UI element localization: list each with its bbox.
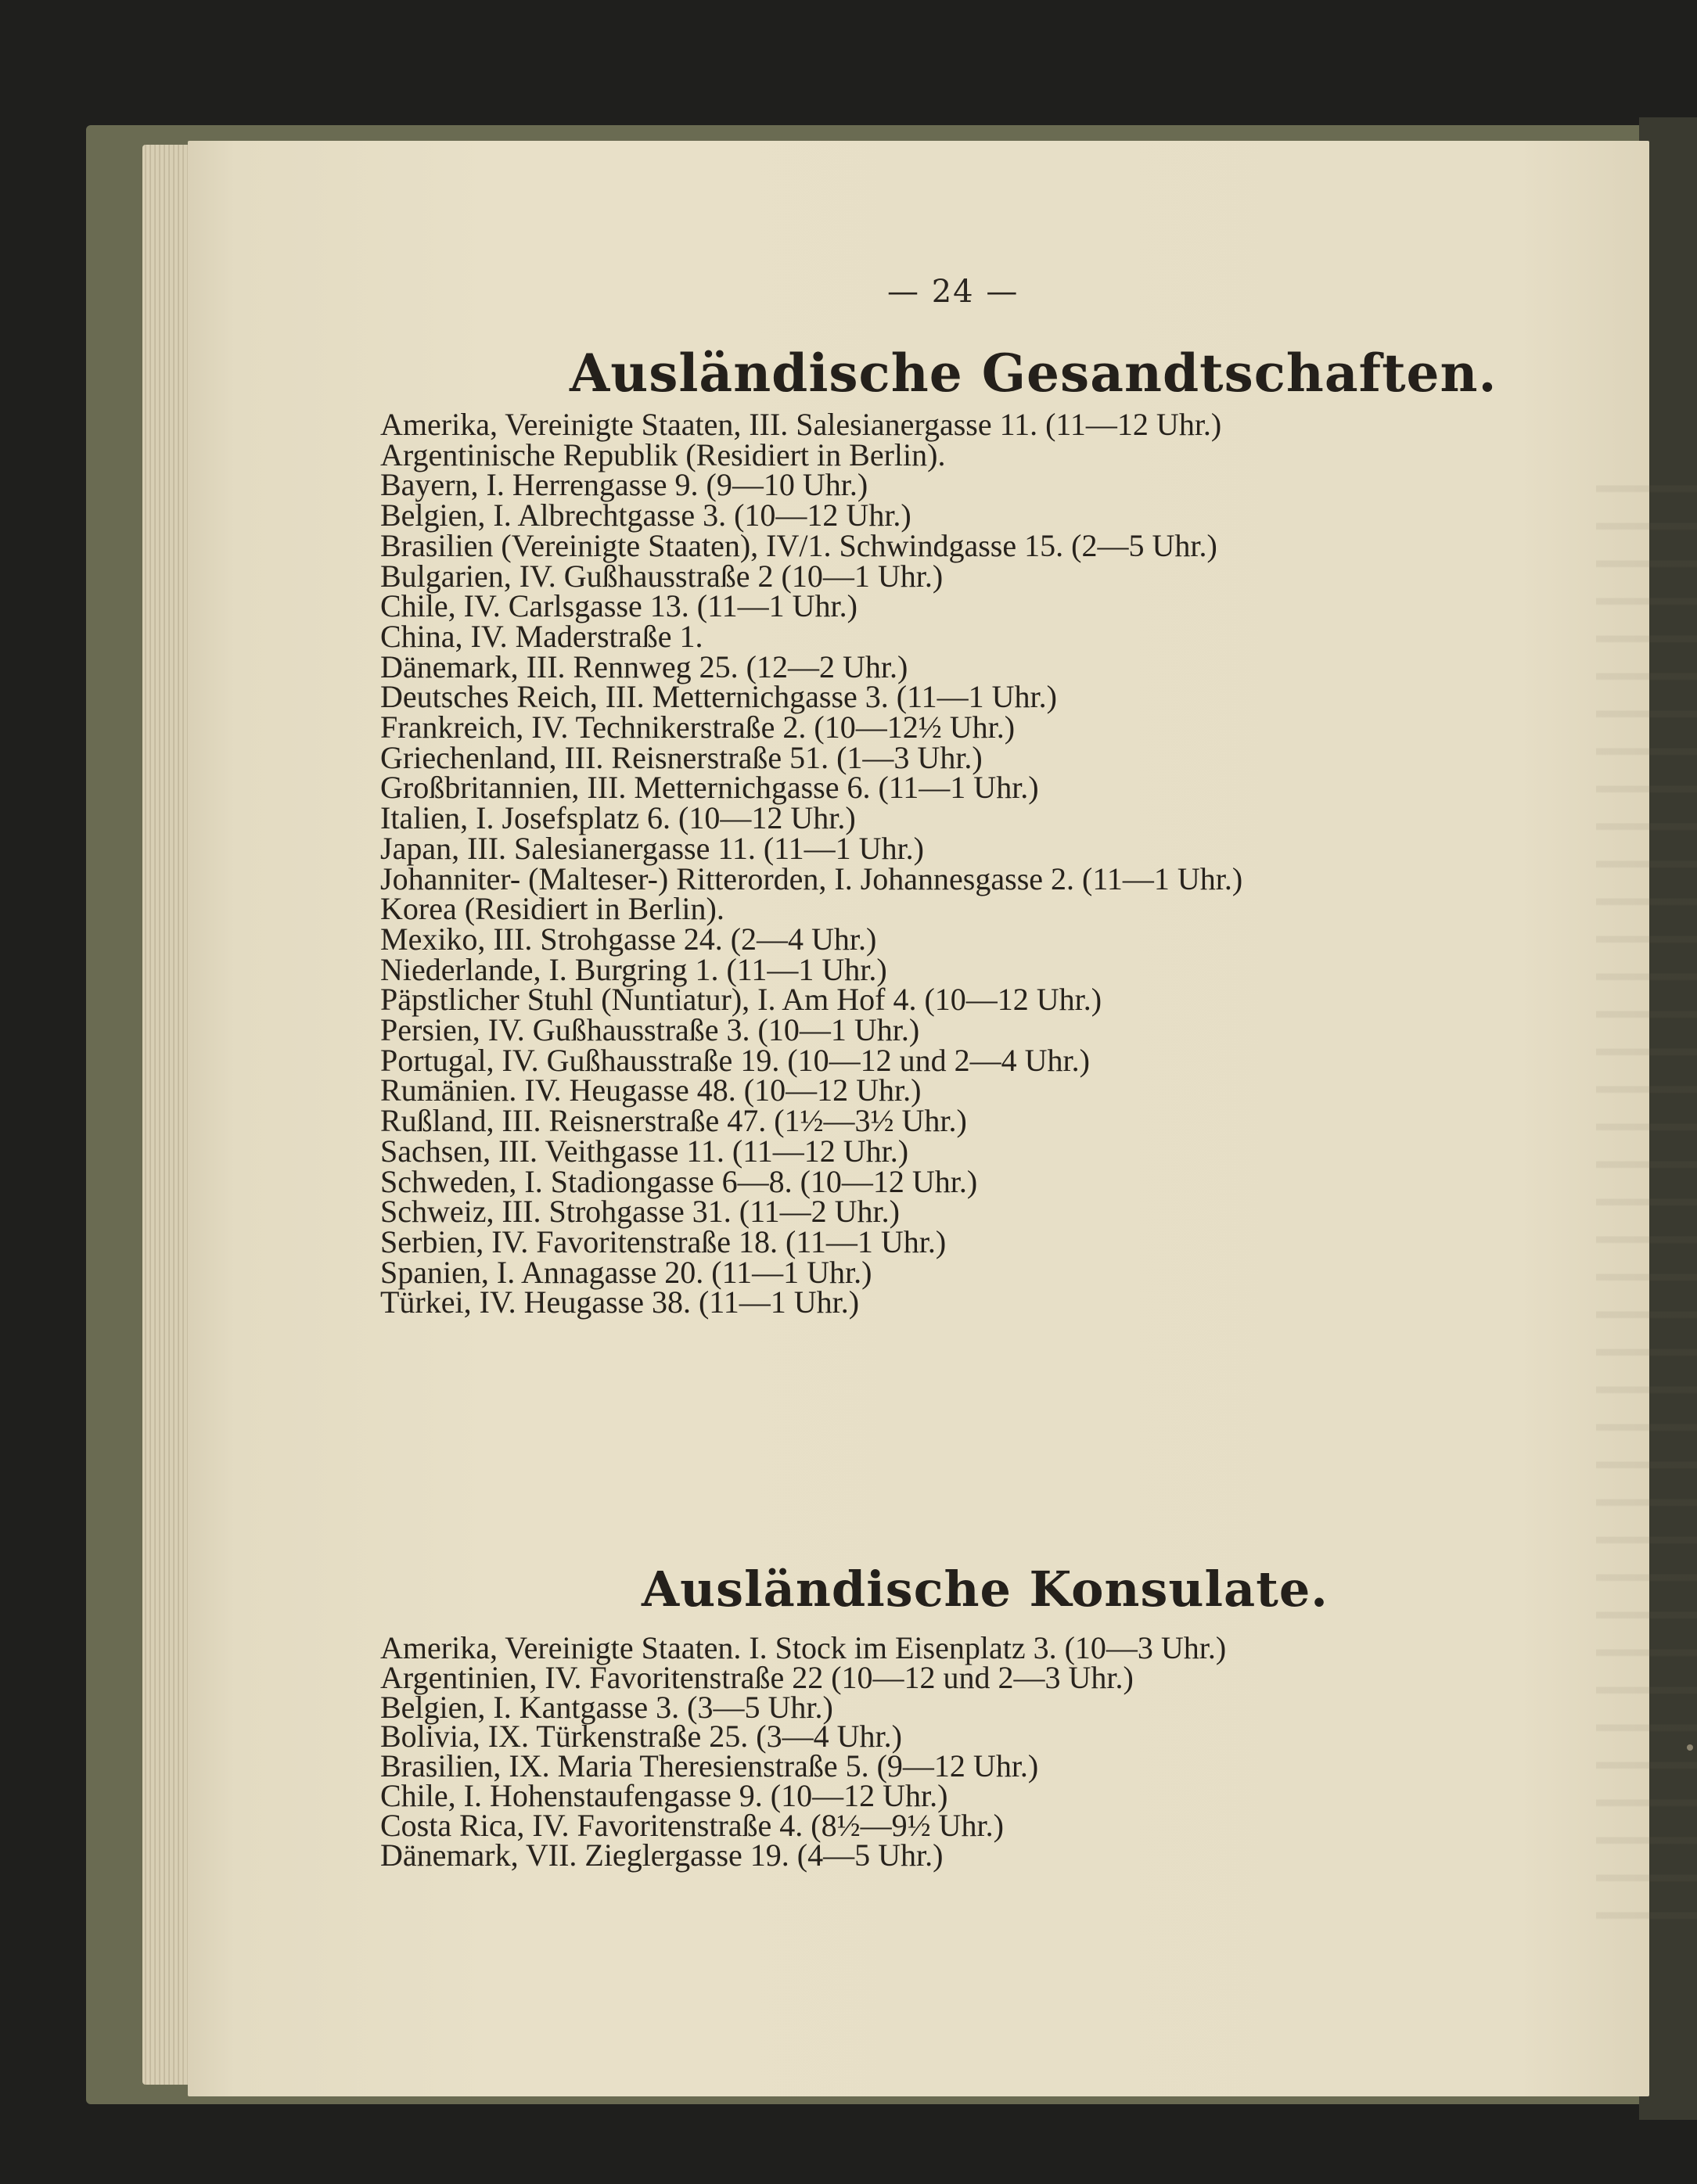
list-item: Argentinische Republik (Residiert in Berlin). — [380, 436, 946, 472]
list-item: Großbritannien, III. Metternichgasse 6. (11—1 Uhr.) — [380, 770, 1039, 806]
list-item: Argentinien, IV. Favoritenstraße 22 (10—12 und 2—3 Uhr.) — [380, 1659, 1134, 1695]
margin-speck — [1687, 1744, 1693, 1751]
list-item: Serbien, IV. Favoritenstraße 18. (11—1 Uhr.) — [380, 1223, 947, 1259]
list-item: Chile, IV. Carlsgasse 13. (11—1 Uhr.) — [380, 588, 857, 624]
list-item: Bolivia, IX. Türkenstraße 25. (3—4 Uhr.) — [380, 1719, 902, 1755]
list-item: Griechenland, III. Reisnerstraße 51. (1—3 Uhr.) — [380, 739, 983, 775]
list-item: Mexiko, III. Strohgasse 24. (2—4 Uhr.) — [380, 921, 877, 957]
list-item: Amerika, Vereinigte Staaten, III. Salesianergasse 11. (11—12 Uhr.) — [380, 407, 1222, 442]
list-item: Schweiz, III. Strohgasse 31. (11—2 Uhr.) — [380, 1194, 900, 1230]
list-item: Brasilien (Vereinigte Staaten), IV/1. Schwindgasse 15. (2—5 Uhr.) — [380, 527, 1217, 563]
consulates-list — [380, 1630, 1227, 1873]
show-through-text — [1596, 462, 1697, 1948]
list-item: Frankreich, IV. Technikerstraße 2. (10—12½ Uhr.) — [380, 709, 1016, 745]
list-item: Niederlande, I. Burgring 1. (11—1 Uhr.) — [380, 951, 887, 987]
list-item: Rußland, III. Reisnerstraße 47. (1½—3½ Uhr.) — [380, 1103, 967, 1139]
embassies-list — [380, 407, 1243, 1320]
list-item: Johanniter- (Malteser-) Ritterorden, I. Johannesgasse 2. (11—1 Uhr.) — [380, 860, 1243, 896]
list-item: Italien, I. Josefsplatz 6. (10—12 Uhr.) — [380, 800, 856, 836]
list-item: Bayern, I. Herrengasse 9. (9—10 Uhr.) — [380, 467, 868, 503]
list-item: Deutsches Reich, III. Metternichgasse 3. (11—1 Uhr.) — [380, 679, 1057, 715]
list-item: Brasilien, IX. Maria Theresienstraße 5. (9—12 Uhr.) — [380, 1748, 1039, 1784]
list-item: Päpstlicher Stuhl (Nuntiatur), I. Am Hof 4. (10—12 Uhr.) — [380, 982, 1102, 1018]
list-item: Belgien, I. Kantgasse 3. (3—5 Uhr.) — [380, 1689, 833, 1725]
list-item: Bulgarien, IV. Gußhausstraße 2 (10—1 Uhr.) — [380, 558, 944, 594]
list-item: Spanien, I. Annagasse 20. (11—1 Uhr.) — [380, 1254, 872, 1290]
list-item: Sachsen, III. Veithgasse 11. (11—12 Uhr.) — [380, 1133, 909, 1169]
list-item: Schweden, I. Stadiongasse 6—8. (10—12 Uhr.) — [380, 1163, 978, 1199]
list-item: Persien, IV. Gußhausstraße 3. (10—1 Uhr.) — [380, 1012, 920, 1048]
list-item: Chile, I. Hohenstaufengasse 9. (10—12 Uhr.) — [380, 1777, 948, 1813]
list-item: Japan, III. Salesianergasse 11. (11—1 Uhr.) — [380, 830, 924, 866]
list-item: Dänemark, III. Rennweg 25. (12—2 Uhr.) — [380, 648, 908, 684]
list-item: Amerika, Vereinigte Staaten. I. Stock im Eisenplatz 3. (10—3 Uhr.) — [380, 1630, 1227, 1665]
list-item: Portugal, IV. Gußhausstraße 19. (10—12 und 2—4 Uhr.) — [380, 1042, 1090, 1078]
list-item: China, IV. Maderstraße 1. — [380, 618, 703, 654]
list-item: Belgien, I. Albrechtgasse 3. (10—12 Uhr.) — [380, 498, 911, 533]
embassies-heading: Ausländische Gesandtschaften. — [570, 343, 1497, 404]
list-item: Dänemark, VII. Zieglergasse 19. (4—5 Uhr.) — [380, 1837, 944, 1873]
list-item: Korea (Residiert in Berlin). — [380, 891, 724, 927]
page-number: — 24 — — [887, 274, 1019, 310]
list-item: Türkei, IV. Heugasse 38. (11—1 Uhr.) — [380, 1284, 860, 1320]
list-item: Rumänien. IV. Heugasse 48. (10—12 Uhr.) — [380, 1072, 922, 1108]
list-item: Costa Rica, IV. Favoritenstraße 4. (8½—9½ Uhr.) — [380, 1807, 1004, 1843]
consulates-heading: Ausländische Konsulate. — [642, 1561, 1328, 1618]
